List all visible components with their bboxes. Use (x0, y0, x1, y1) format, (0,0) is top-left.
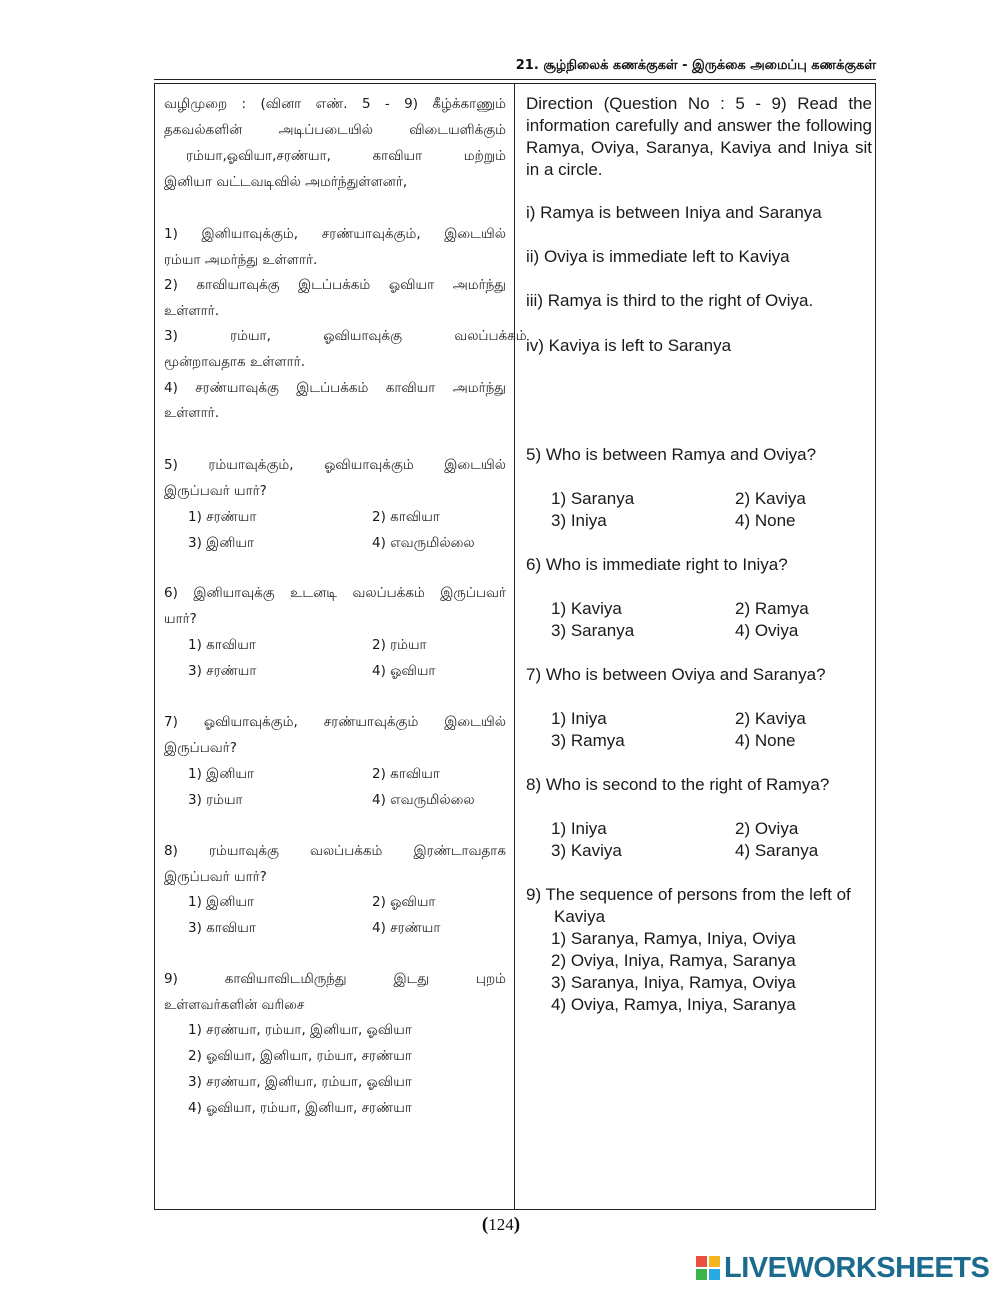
english-direction-line: Ramya, Oviya, Saranya, Kaviya and Iniya sit (526, 138, 872, 157)
english-question-9: 9) The sequence of persons from the left of (526, 885, 851, 904)
english-q9-option[interactable]: 1) Saranya, Ramya, Iniya, Oviya (551, 929, 796, 948)
tamil-q6-option[interactable]: 2) ரம்யா (372, 637, 427, 653)
tamil-info-line: 4) சரண்யாவுக்கு இடப்பக்கம் காவியா அமர்ந்து (164, 380, 506, 396)
english-q6-option[interactable]: 1) Kaviya (551, 599, 622, 618)
tamil-q8-option[interactable]: 1) இனியா (188, 894, 255, 910)
english-q8-option[interactable]: 4) Saranya (735, 841, 819, 860)
english-q5-option[interactable]: 3) Iniya (551, 511, 607, 530)
tamil-q5-option[interactable]: 4) எவருமில்லை (372, 535, 475, 551)
english-q9-option[interactable]: 2) Oviya, Iniya, Ramya, Saranya (551, 951, 796, 970)
tamil-direction-line: வழிமுறை : (வினா எண். 5 - 9) கீழ்க்காணும் (164, 96, 506, 112)
tamil-direction-line: இனியா வட்டவடிவில் அமர்ந்துள்ளனர், (164, 174, 408, 190)
tamil-question-7: இருப்பவர்? (164, 740, 237, 756)
tamil-q8-option[interactable]: 2) ஓவியா (372, 894, 436, 910)
tamil-q6-option[interactable]: 3) சரண்யா (188, 663, 257, 679)
tamil-question-9: உள்ளவர்களின் வரிசை (164, 997, 305, 1013)
tamil-q5-option[interactable]: 3) இனியா (188, 535, 255, 551)
english-direction-line: in a circle. (526, 160, 603, 179)
tamil-q5-option[interactable]: 1) சரண்யா (188, 509, 257, 525)
liveworksheets-logo-icon (696, 1256, 720, 1280)
english-info-item: ii) Oviya is immediate left to Kaviya (526, 247, 790, 266)
tamil-q9-option[interactable]: 1) சரண்யா, ரம்யா, இனியா, ஓவியா (188, 1022, 412, 1038)
tamil-info-line: 2) காவியாவுக்கு இடப்பக்கம் ஓவியா அமர்ந்து (164, 277, 506, 293)
tamil-info-line: ரம்யா அமர்ந்து உள்ளார். (164, 252, 318, 268)
english-q7-option[interactable]: 3) Ramya (551, 731, 625, 750)
english-q8-option[interactable]: 3) Kaviya (551, 841, 622, 860)
english-question-8: 8) Who is second to the right of Ramya? (526, 775, 830, 794)
english-question-7: 7) Who is between Oviya and Saranya? (526, 665, 826, 684)
english-q7-option[interactable]: 2) Kaviya (735, 709, 806, 728)
tamil-q8-option[interactable]: 3) காவியா (188, 920, 256, 936)
english-q5-option[interactable]: 1) Saranya (551, 489, 635, 508)
liveworksheets-brand[interactable] (696, 1252, 996, 1284)
tamil-question-9: 9) காவியாவிடமிருந்து இடது புறம் (164, 971, 506, 987)
english-info-item: iv) Kaviya is left to Saranya (526, 336, 732, 355)
english-direction-line: Direction (Question No : 5 - 9) Read the (526, 94, 872, 113)
english-q5-option[interactable]: 2) Kaviya (735, 489, 806, 508)
tamil-q9-option[interactable]: 2) ஓவியா, இனியா, ரம்யா, சரண்யா (188, 1048, 412, 1064)
english-question-9: Kaviya (554, 907, 606, 926)
tamil-q9-option[interactable]: 3) சரண்யா, இனியா, ரம்யா, ஓவியா (188, 1074, 412, 1090)
english-info-item: iii) Ramya is third to the right of Oviya. (526, 291, 814, 310)
english-direction-line: information carefully and answer the following (526, 116, 872, 135)
column-divider (514, 83, 515, 1210)
english-q5-option[interactable]: 4) None (735, 511, 796, 530)
tamil-question-8: 8) ரம்யாவுக்கு வலப்பக்கம் இரண்டாவதாக (164, 843, 506, 859)
tamil-q8-option[interactable]: 4) சரண்யா (372, 920, 441, 936)
tamil-question-6: யார்? (164, 611, 197, 627)
tamil-q6-option[interactable]: 4) ஓவியா (372, 663, 436, 679)
tamil-question-7: 7) ஓவியாவுக்கும், சரண்யாவுக்கும் இடையில் (164, 714, 506, 730)
page-bracket-left-icon: ( (481, 1214, 489, 1235)
english-info-item: i) Ramya is between Iniya and Saranya (526, 203, 822, 222)
tamil-q5-option[interactable]: 2) காவியா (372, 509, 440, 525)
english-q6-option[interactable]: 3) Saranya (551, 621, 635, 640)
page-number (466, 1214, 536, 1236)
tamil-question-5: 5) ரம்யாவுக்கும், ஓவியாவுக்கும் இடையில் (164, 457, 506, 473)
tamil-q9-option[interactable]: 4) ஓவியா, ரம்யா, இனியா, சரண்யா (188, 1100, 412, 1116)
chapter-title: 21. சூழ்நிலைக் கணக்குகள் - இருக்கை அமைப்பு கணக்குகள் (515, 58, 876, 73)
tamil-q6-option[interactable]: 1) காவியா (188, 637, 256, 653)
english-q9-option[interactable]: 3) Saranya, Iniya, Ramya, Oviya (551, 973, 796, 992)
tamil-question-6: 6) இனியாவுக்கு உடனடி வலப்பக்கம் இருப்பவர் (164, 585, 506, 601)
english-q8-option[interactable]: 2) Oviya (735, 819, 799, 838)
tamil-q7-option[interactable]: 4) எவருமில்லை (372, 792, 475, 808)
english-question-6: 6) Who is immediate right to Iniya? (526, 555, 788, 574)
tamil-question-5: இருப்பவர் யார்? (164, 483, 267, 499)
tamil-info-line: 3) ரம்யா, ஓவியாவுக்கு வலப்பக்கம் (164, 328, 527, 344)
page-bracket-right-icon: ) (513, 1214, 521, 1235)
tamil-question-8: இருப்பவர் யார்? (164, 869, 267, 885)
english-q8-option[interactable]: 1) Iniya (551, 819, 607, 838)
english-q7-option[interactable]: 4) None (735, 731, 796, 750)
tamil-q7-option[interactable]: 3) ரம்யா (188, 792, 243, 808)
english-q6-option[interactable]: 4) Oviya (735, 621, 799, 640)
page-number-value: 124 (488, 1215, 514, 1234)
tamil-info-line: 1) இனியாவுக்கும், சரண்யாவுக்கும், இடையில் (164, 226, 506, 242)
english-question-5: 5) Who is between Ramya and Oviya? (526, 445, 817, 464)
tamil-info-line: மூன்றாவதாக உள்ளார். (164, 354, 305, 370)
tamil-q7-option[interactable]: 1) இனியா (188, 766, 255, 782)
tamil-q7-option[interactable]: 2) காவியா (372, 766, 440, 782)
brand-name: LIVEWORKSHEETS (724, 1252, 990, 1284)
header-rule (154, 79, 876, 80)
tamil-direction-line: தகவல்களின் அடிப்படையில் விடையளிக்கும் (164, 122, 506, 138)
english-q6-option[interactable]: 2) Ramya (735, 599, 809, 618)
tamil-info-line: உள்ளார். (164, 303, 220, 319)
tamil-direction-line: ரம்யா,ஓவியா,சரண்யா, காவியா மற்றும் (186, 148, 506, 164)
english-q9-option[interactable]: 4) Oviya, Ramya, Iniya, Saranya (551, 995, 796, 1014)
english-q7-option[interactable]: 1) Iniya (551, 709, 607, 728)
tamil-info-line: உள்ளார். (164, 405, 220, 421)
